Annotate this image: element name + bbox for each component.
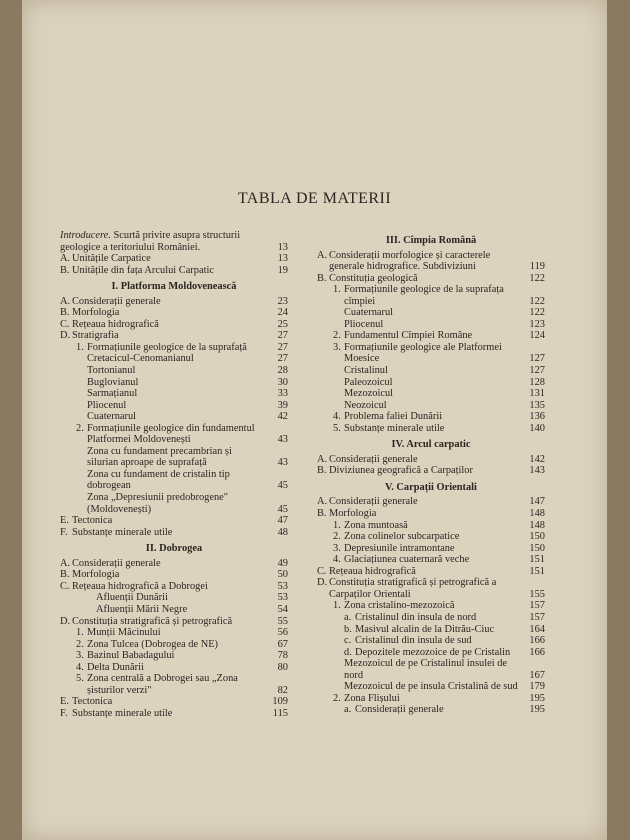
entry-label: Zona Tulcea (Dobrogea de NE) <box>87 638 218 650</box>
entry-marker: E. <box>60 515 69 527</box>
entry-label: Cuaternarul <box>344 307 394 319</box>
entry-marker: B. <box>60 569 70 581</box>
entry-marker: 2. <box>333 330 341 342</box>
toc-entry <box>60 527 288 539</box>
toc-entry <box>60 708 288 720</box>
entry-label: Afluenții Dunării <box>96 592 168 604</box>
page-number: 43 <box>277 457 288 469</box>
page-number: 151 <box>529 565 545 577</box>
entry-label: Pliocenul <box>344 318 384 330</box>
entry-label: Considerații generale <box>329 496 418 508</box>
toc-entry <box>60 673 288 696</box>
toc-entry <box>60 627 288 639</box>
page-number: 166 <box>529 646 545 658</box>
toc-entry <box>317 600 545 612</box>
page-number: 82 <box>277 684 288 696</box>
entry-label: Mezozoicul de pe Cristalinul insulei de nord <box>344 658 508 681</box>
entry-label: Considerații morfologice și caracterele generale hidrografice. Subdiviziuni <box>329 249 491 273</box>
toc-entry <box>317 465 545 477</box>
entry-marker: 5. <box>333 422 341 434</box>
entry-marker: C. <box>60 580 70 592</box>
entry-marker: A. <box>60 557 71 569</box>
page-number: 136 <box>529 411 545 423</box>
toc-entry <box>317 704 545 716</box>
entry-marker: C. <box>60 318 70 330</box>
page-number: 147 <box>529 496 545 508</box>
toc-entry <box>60 411 288 423</box>
toc-entry <box>317 454 545 466</box>
toc-entry <box>317 250 545 273</box>
page-number: 19 <box>277 264 288 276</box>
toc-entry <box>60 330 288 342</box>
page-number: 195 <box>529 692 545 704</box>
entry-label: Morfologia <box>72 569 120 581</box>
toc-entry <box>60 650 288 662</box>
page-number: 142 <box>529 453 545 465</box>
entry-label: Problema faliei Dunării <box>344 411 443 423</box>
toc-entry <box>60 446 288 469</box>
entry-marker: 1. <box>333 284 341 296</box>
entry-label: Depozitele mezozoice de pe Cristalin <box>355 646 511 658</box>
page-number: 164 <box>529 623 545 635</box>
toc-entry <box>317 400 545 412</box>
page-number: 45 <box>277 480 288 492</box>
entry-marker: A. <box>317 249 328 261</box>
entry-label: Tectonica <box>72 696 113 708</box>
page-number: 167 <box>529 669 545 681</box>
toc-entry <box>317 693 545 705</box>
page-number: 122 <box>529 272 545 284</box>
toc-entry <box>317 496 545 508</box>
entry-marker: 1. <box>333 600 341 612</box>
page-number: 119 <box>529 261 545 273</box>
page-number: 143 <box>529 465 545 477</box>
toc-entry <box>317 284 545 307</box>
toc-entry <box>317 624 545 636</box>
entry-marker: 5. <box>76 673 84 685</box>
page-number: 33 <box>277 388 288 400</box>
entry-marker: A. <box>60 295 71 307</box>
entry-marker: D. <box>317 577 328 589</box>
entry-label: Formațiunile geologice ale Platformei Moesice <box>344 341 502 365</box>
page-number: 67 <box>277 638 288 650</box>
entry-label: Cristalinul <box>344 365 388 377</box>
section-heading: III. Cîmpia Română <box>385 235 477 246</box>
toc-entry <box>317 307 545 319</box>
entry-marker: F. <box>60 707 68 719</box>
toc-entry <box>60 581 288 593</box>
page-number: 122 <box>529 295 545 307</box>
entry-marker: 2. <box>333 692 341 704</box>
toc-column-right <box>317 230 545 716</box>
entry-label: Zona cu fundament de cristalin tip dobrogean <box>87 468 230 492</box>
entry-label: Considerații generale <box>72 557 161 569</box>
page-number: 49 <box>277 557 288 569</box>
page-number: 127 <box>529 353 545 365</box>
toc-entry <box>317 566 545 578</box>
page-number: 50 <box>277 569 288 581</box>
page-number: 135 <box>529 399 545 411</box>
toc-entry <box>317 423 545 435</box>
entry-label: Diviziunea geografică a Carpaților <box>329 465 473 477</box>
entry-label: Mezozoicul de pe insula Cristalină de sud <box>344 681 518 693</box>
intro-label: Introducere. <box>60 230 111 241</box>
entry-marker: 4. <box>333 554 341 566</box>
entry-label: Afluenții Mării Negre <box>96 603 188 615</box>
intro-text: Scurtă privire asupra structurii geologice a teritoriului României. <box>60 230 241 253</box>
toc-entry <box>60 307 288 319</box>
page-number: 124 <box>529 330 545 342</box>
toc-entry-introducere <box>60 230 288 253</box>
toc-entry <box>60 400 288 412</box>
entry-marker: 2. <box>76 422 84 434</box>
page-number: 39 <box>277 399 288 411</box>
page-number: 195 <box>529 704 545 716</box>
entry-label: Substanțe minerale utile <box>72 526 173 538</box>
entry-marker: 4. <box>76 661 84 673</box>
toc-entry <box>317 554 545 566</box>
page-number: 157 <box>529 600 545 612</box>
section-heading: IV. Arcul carpatic <box>391 439 471 451</box>
page-number: 23 <box>277 295 288 307</box>
page-number: 53 <box>277 592 288 604</box>
page-number: 150 <box>529 542 545 554</box>
toc-entry <box>60 616 288 628</box>
entry-label: Pliocenul <box>87 399 127 411</box>
entry-marker: A. <box>317 496 328 508</box>
page-number: 148 <box>529 508 545 520</box>
entry-label: Buglovianul <box>87 376 139 388</box>
entry-label: Sarmațianul <box>87 388 138 400</box>
entry-label: Neozoicul <box>344 399 387 411</box>
page-number: 127 <box>529 365 545 377</box>
entry-marker: F. <box>60 526 68 538</box>
toc-entry <box>60 296 288 308</box>
entry-marker: 1. <box>333 519 341 531</box>
entry-label: Rețeaua hidrografică <box>329 565 416 577</box>
toc-entry <box>60 365 288 377</box>
entry-label: Zona muntoasă <box>344 519 408 531</box>
entry-label: Masivul alcalin de la Ditrău-Ciuc <box>355 623 495 635</box>
toc-column-left <box>60 230 288 719</box>
book-page <box>22 0 607 840</box>
entry-label: Rețeaua hidrografică <box>72 318 159 330</box>
entry-label: Rețeaua hidrografică a Dobrogei <box>72 580 208 592</box>
toc-entry <box>317 658 545 681</box>
toc-entry <box>317 342 545 365</box>
entry-label: Considerații generale <box>72 295 161 307</box>
entry-label: Considerații generale <box>355 704 444 716</box>
entry-marker: a. <box>344 611 352 623</box>
entry-marker: 3. <box>333 542 341 554</box>
page-number: 150 <box>529 531 545 543</box>
entry-label: Paleozoicul <box>344 376 393 388</box>
page-number: 54 <box>277 603 288 615</box>
toc-entry <box>60 569 288 581</box>
entry-label: Unitățile din fața Arcului Carpatic <box>72 264 214 276</box>
toc-entry <box>317 612 545 624</box>
page-number: 13 <box>277 241 288 253</box>
entry-marker: B. <box>60 264 70 276</box>
page-number: 78 <box>277 650 288 662</box>
entry-label: Constituția geologică <box>329 272 418 284</box>
entry-label: Tortonianul <box>87 365 136 377</box>
page-number: 151 <box>529 554 545 566</box>
entry-label: Depresiunile intramontane <box>344 542 455 554</box>
toc-entry <box>317 365 545 377</box>
toc-entry <box>60 423 288 446</box>
page-number: 123 <box>529 318 545 330</box>
entry-marker: d. <box>344 646 352 658</box>
toc-entry <box>60 558 288 570</box>
toc-entry <box>317 388 545 400</box>
toc-entry <box>317 681 545 693</box>
toc-entry <box>60 592 288 604</box>
page-number: 27 <box>277 341 288 353</box>
page-number: 47 <box>277 515 288 527</box>
entry-label: Zona „Depresiunii predobrogene" (Moldovenești) <box>87 492 228 515</box>
page-number: 55 <box>277 615 288 627</box>
toc-entry <box>60 492 288 515</box>
toc-entry <box>317 411 545 423</box>
toc-entry <box>60 265 288 277</box>
entry-marker: a. <box>344 704 352 716</box>
page-number: 30 <box>277 376 288 388</box>
page-number: 115 <box>272 707 288 719</box>
entry-label: Formațiunile geologice din fundamentul Platformei Moldovenești <box>87 422 255 446</box>
entry-marker: B. <box>60 307 70 319</box>
entry-label: Formațiunile geologice de la suprafață <box>87 341 247 353</box>
entry-label: Tectonica <box>72 515 113 527</box>
page-number: 122 <box>529 307 545 319</box>
entry-marker: 4. <box>333 411 341 423</box>
toc-entry <box>317 508 545 520</box>
entry-marker: 2. <box>333 531 341 543</box>
entry-label: Mezozoicul <box>344 388 394 400</box>
page-number: 42 <box>277 411 288 423</box>
section-heading: I. Platforma Moldovenească <box>111 281 237 293</box>
page-number: 45 <box>277 503 288 515</box>
entry-marker: 1. <box>76 627 84 639</box>
page-number: 109 <box>272 696 288 708</box>
entry-label: Considerații generale <box>329 453 418 465</box>
toc-entry <box>317 543 545 555</box>
entry-marker: D. <box>60 615 71 627</box>
entry-label: Cristalinul din insula de nord <box>355 611 477 623</box>
toc-entry <box>60 377 288 389</box>
entry-marker: B. <box>317 272 327 284</box>
entry-label: Morfologia <box>329 508 377 520</box>
page-number: 24 <box>277 307 288 319</box>
entry-label: Cristalinul din insula de sud <box>355 635 472 647</box>
toc-entry <box>317 273 545 285</box>
page-number: 148 <box>529 519 545 531</box>
toc-entry <box>60 662 288 674</box>
entry-marker: A. <box>60 253 71 265</box>
section-heading: II. Dobrogea <box>145 543 203 555</box>
entry-label: Substanțe minerale utile <box>344 422 445 434</box>
page-number: 43 <box>277 434 288 446</box>
page-number: 128 <box>529 376 545 388</box>
entry-label: Constituția stratigrafică și petrografică <box>72 615 233 627</box>
entry-marker: 1. <box>76 341 84 353</box>
toc-entry <box>60 515 288 527</box>
toc-entry <box>60 253 288 265</box>
entry-label: Munții Măcinului <box>87 627 161 639</box>
entry-marker: 2. <box>76 638 84 650</box>
entry-label: Constituția stratigrafică și petrografică a Carpaților Orientali <box>329 577 497 600</box>
toc-entry <box>60 388 288 400</box>
entry-marker: B. <box>317 465 327 477</box>
entry-label: Zona Flișului <box>344 692 400 704</box>
entry-marker: B. <box>317 508 327 520</box>
entry-label: Bazinul Babadagului <box>87 650 175 662</box>
entry-label: Cretacicul-Cenomanianul <box>87 353 194 365</box>
entry-label: Zona centrală a Dobrogei sau „Zona șisturilor verzi" <box>87 673 238 696</box>
page-number: 27 <box>277 330 288 342</box>
page-number: 25 <box>277 318 288 330</box>
entry-marker: 3. <box>333 341 341 353</box>
toc-entry <box>317 635 545 647</box>
section-heading: V. Carpații Orientali <box>385 481 477 493</box>
entry-label: Unitățile Carpatice <box>72 253 151 265</box>
toc-entry <box>60 353 288 365</box>
page-number: 48 <box>277 526 288 538</box>
entry-marker: 3. <box>76 650 84 662</box>
entry-label: Delta Dunării <box>87 661 144 673</box>
page-number: 13 <box>277 253 288 265</box>
entry-label: Morfologia <box>72 307 120 319</box>
page-number: 56 <box>277 627 288 639</box>
entry-marker: C. <box>317 565 327 577</box>
page-number: 155 <box>529 588 545 600</box>
toc-entry <box>60 469 288 492</box>
toc-entry <box>317 377 545 389</box>
toc-entry <box>317 531 545 543</box>
toc-entry <box>60 319 288 331</box>
entry-label: Fundamentul Cîmpiei Române <box>344 330 473 342</box>
page-title: TABLA DE MATERII <box>237 190 392 207</box>
entry-label: Substanțe minerale utile <box>72 707 173 719</box>
entry-marker: c. <box>344 635 352 647</box>
entry-label: Glaciațiunea cuaternară veche <box>344 554 470 566</box>
toc-entry <box>317 647 545 659</box>
entry-label: Zona cristalino-mezozoică <box>344 600 455 612</box>
page-number: 157 <box>529 611 545 623</box>
entry-label: Cuaternarul <box>87 411 137 423</box>
entry-label: Zona colinelor subcarpatice <box>344 531 460 543</box>
entry-marker: b. <box>344 623 352 635</box>
entry-label: Stratigrafia <box>72 330 119 342</box>
entry-marker: D. <box>60 330 71 342</box>
page-number: 53 <box>277 580 288 592</box>
page-number: 140 <box>529 422 545 434</box>
toc-entry <box>60 696 288 708</box>
entry-label: Formațiunile geologice de la suprafața cîmpiei <box>344 284 504 307</box>
entry-marker: E. <box>60 696 69 708</box>
page-number: 27 <box>277 353 288 365</box>
entry-label: Zona cu fundament precambrian și silurian aproape de suprafață <box>87 445 232 469</box>
toc-entry <box>317 330 545 342</box>
page-number: 179 <box>529 681 545 693</box>
toc-entry <box>317 520 545 532</box>
toc-entry <box>317 319 545 331</box>
toc-entry <box>60 639 288 651</box>
toc-entry <box>317 577 545 600</box>
toc-entry <box>60 342 288 354</box>
page-number: 80 <box>277 661 288 673</box>
page-number: 28 <box>277 365 288 377</box>
page-number: 131 <box>529 388 545 400</box>
entry-marker: A. <box>317 453 328 465</box>
page-number: 166 <box>529 635 545 647</box>
toc-entry <box>60 604 288 616</box>
